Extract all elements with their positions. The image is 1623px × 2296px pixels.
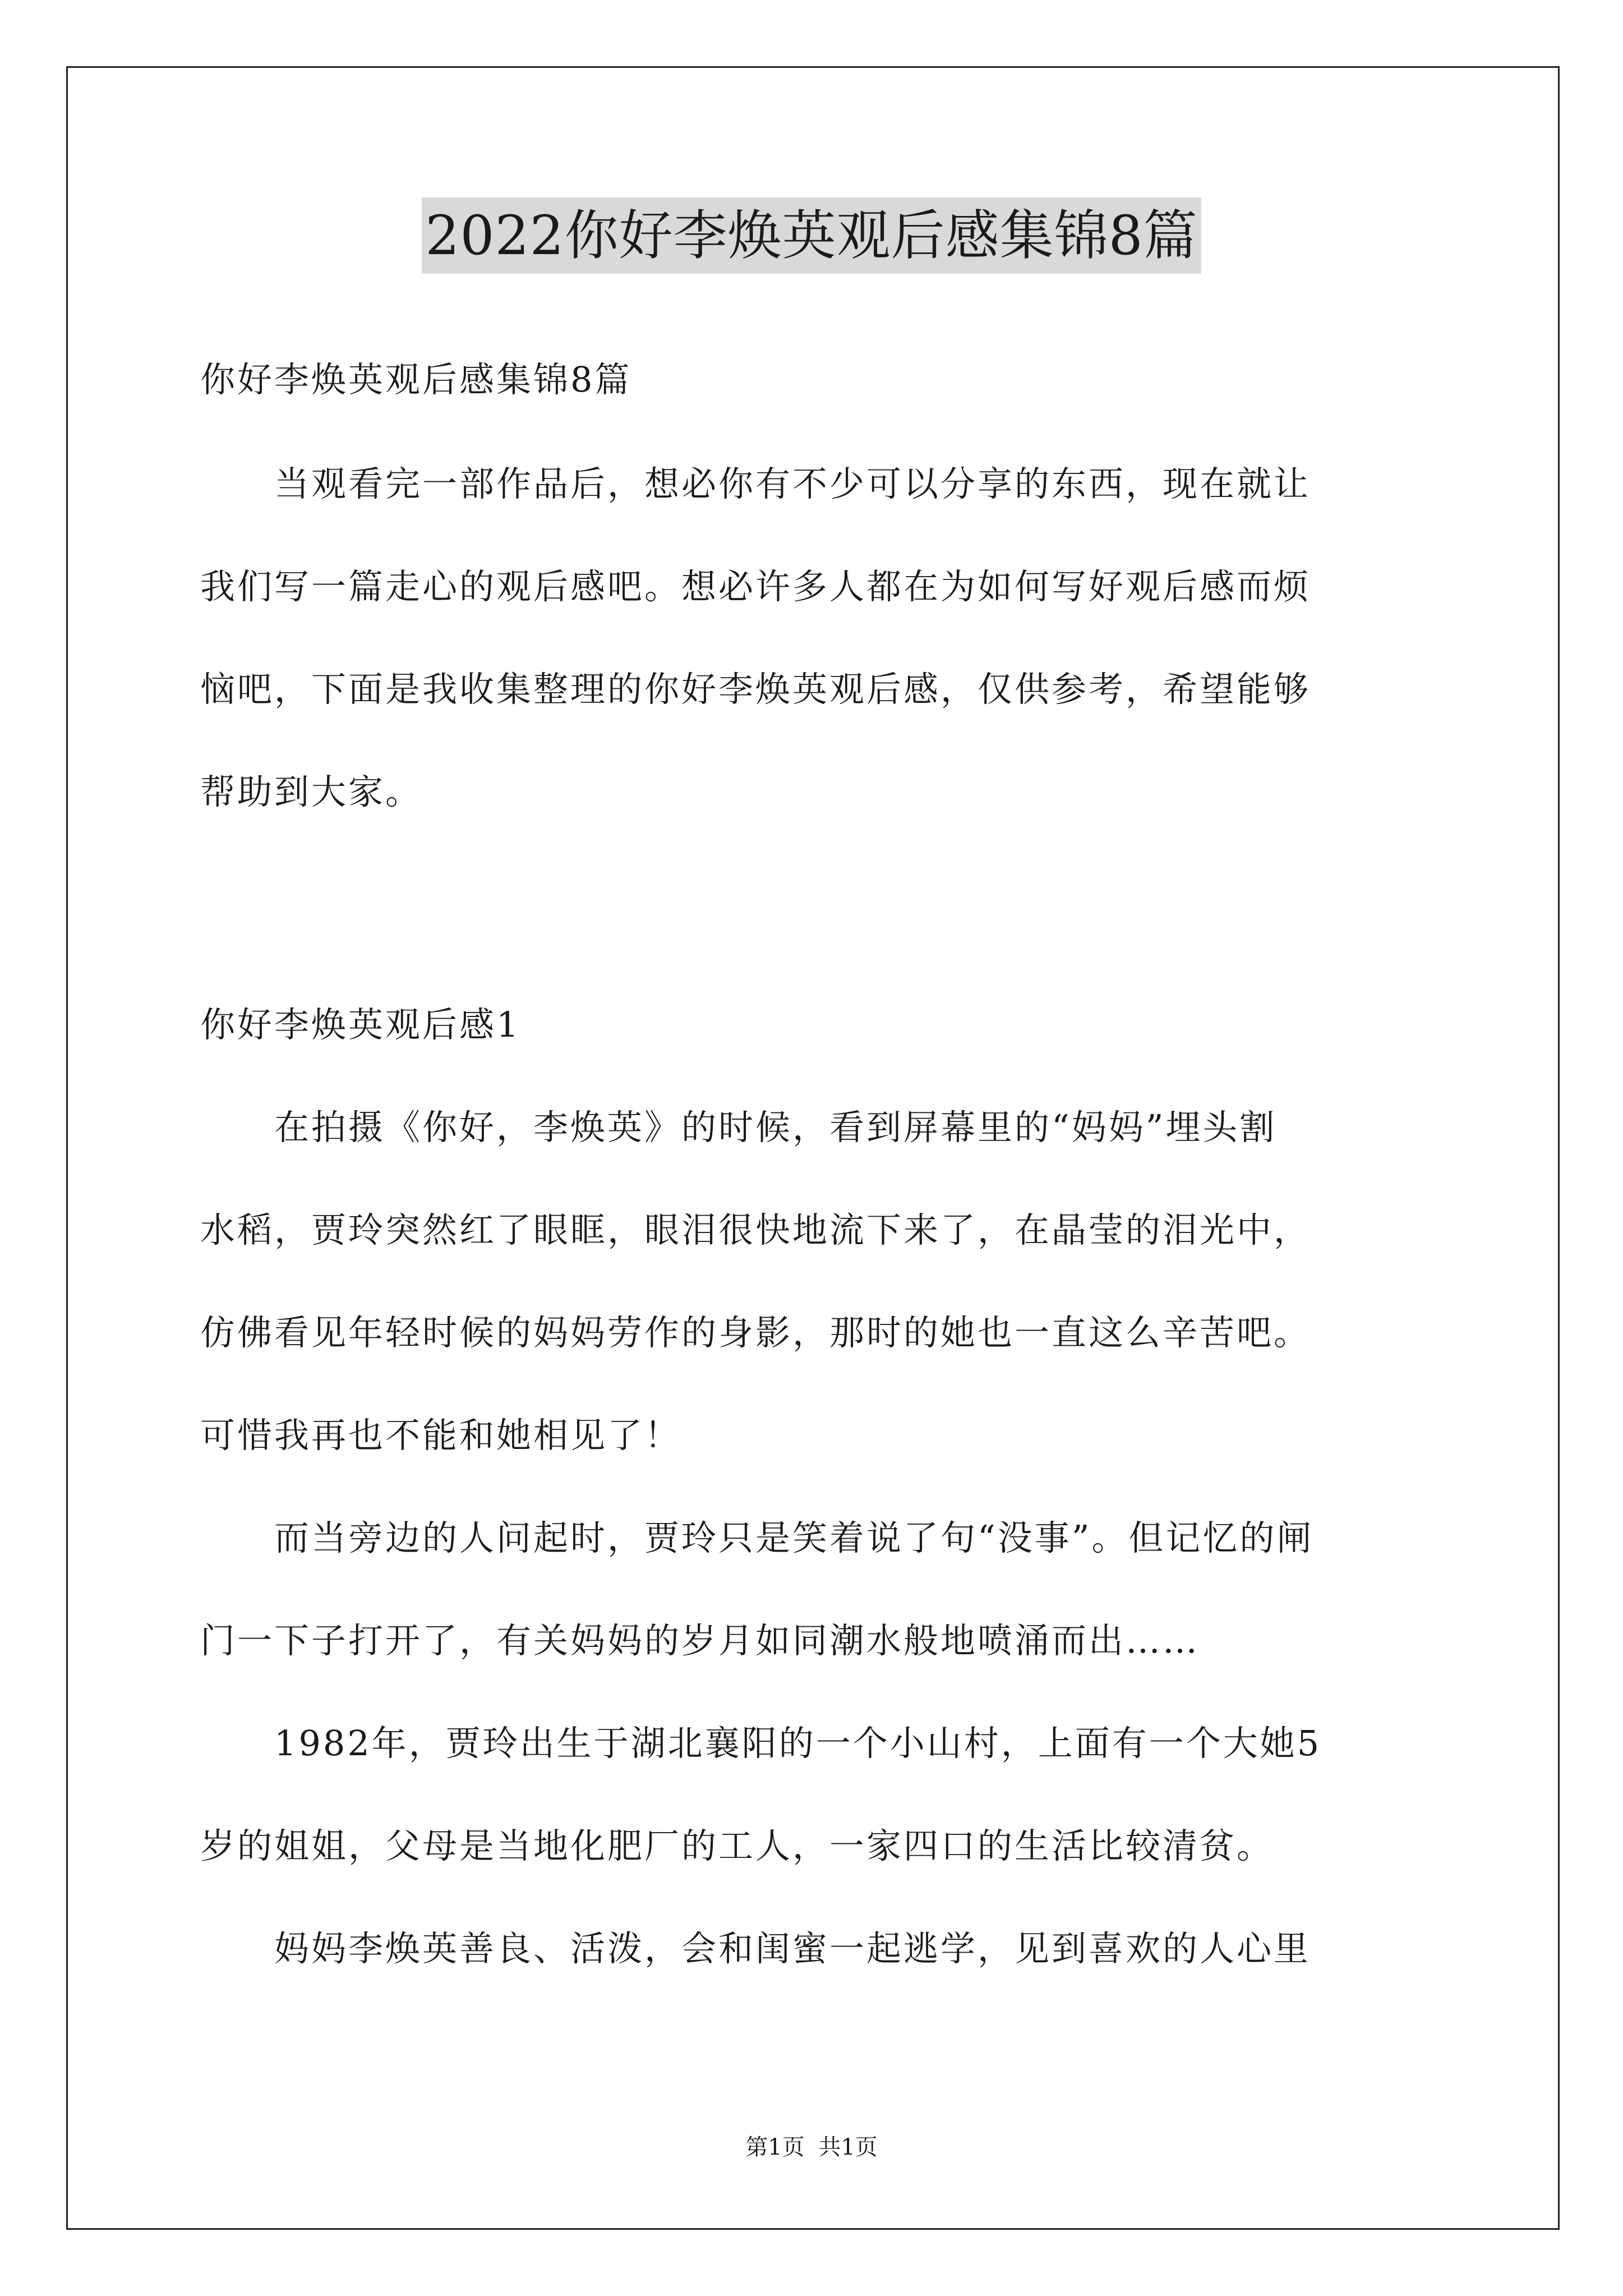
document-title: 2022你好李焕英观后感集锦8篇 [422, 197, 1201, 274]
paragraph-line: 仿佛看见年轻时候的妈妈劳作的身影，那时的她也一直这么辛苦吧。 [200, 1312, 1311, 1353]
paragraph-line: 岁的姐姐，父母是当地化肥厂的工人，一家四口的生活比较清贫。 [200, 1825, 1274, 1866]
title-container [0, 197, 1623, 274]
paragraph-line: 当观看完一部作品后，想必你有不少可以分享的东西，现在就让 [200, 463, 1311, 504]
paragraph-line: 而当旁边的人问起时，贾玲只是笑着说了句“没事”。但记忆的闸 [200, 1517, 1314, 1558]
page-footer [0, 2133, 1623, 2162]
subtitle-line: 你好李焕英观后感集锦8篇 [200, 359, 632, 400]
paragraph-line: 恼吧，下面是我收集整理的你好李焕英观后感，仅供参考，希望能够 [200, 669, 1311, 710]
paragraph-line: 可惜我再也不能和她相见了！ [200, 1415, 682, 1456]
paragraph-line: 我们写一篇走心的观后感吧。想必许多人都在为如何写好观后感而烦 [200, 566, 1311, 607]
paragraph-line: 妈妈李焕英善良、活泼，会和闺蜜一起逃学，见到喜欢的人心里 [200, 1928, 1311, 1969]
paragraph-line: 门一下子打开了，有关妈妈的岁月如同潮水般地喷涌而出…… [200, 1620, 1200, 1661]
section-heading: 你好李焕英观后感1 [200, 1004, 521, 1045]
page-number: 第1页 [745, 2134, 805, 2160]
paragraph-line: 水稻，贾玲突然红了眼眶，眼泪很快地流下来了，在晶莹的泪光中， [200, 1209, 1311, 1250]
paragraph-line: 1982年，贾玲出生于湖北襄阳的一个小山村，上面有一个大她5 [200, 1723, 1322, 1764]
paragraph-line: 帮助到大家。 [200, 771, 423, 812]
page-total: 共1页 [818, 2134, 878, 2160]
paragraph-line: 在拍摄《你好，李焕英》的时候，看到屏幕里的“妈妈”埋头割 [200, 1107, 1277, 1148]
